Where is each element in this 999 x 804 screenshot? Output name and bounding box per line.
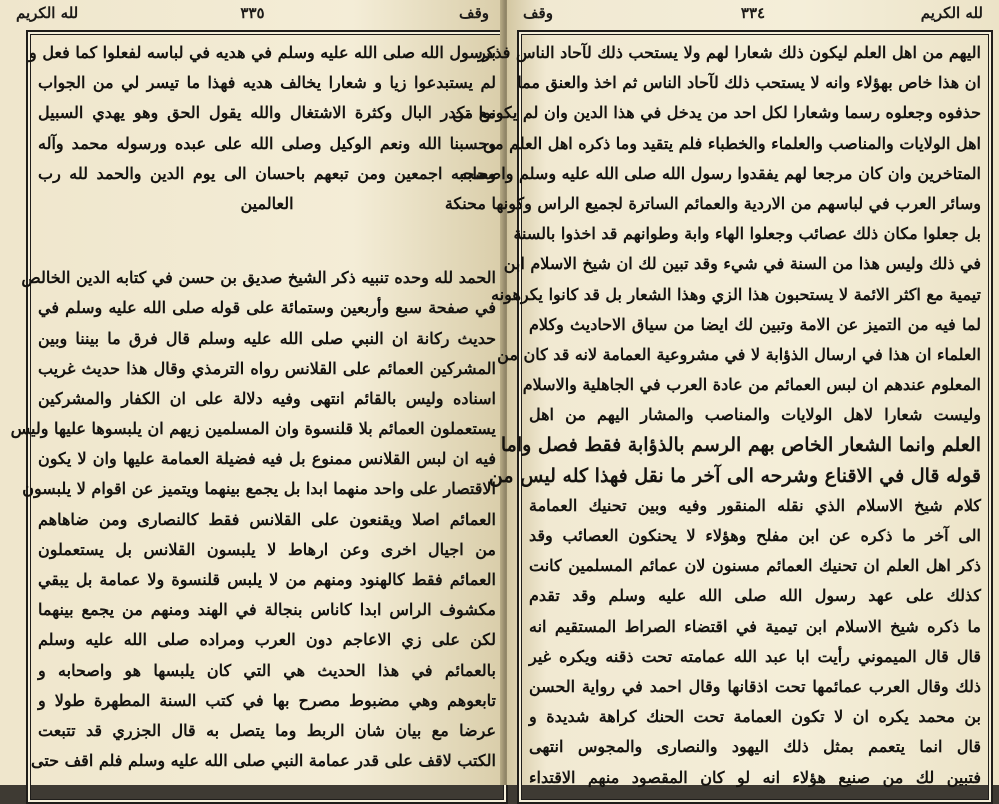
text-line: ذلك وقال العرب عمائمها تحت اذقانها وقال احمد في رواية الحسن (529, 676, 981, 696)
left-page-frame (10, 30, 508, 804)
text-line: وحسبنا الله ونعم الوكيل وصلى الله على عبده ورسوله محمد وآله (38, 133, 496, 153)
left-page (0, 0, 505, 785)
text-line: العلم وانما الشعار الخاص بهم الرسم بالذؤابة فقط فصل واما (500, 434, 981, 457)
text-line: قال انما يتعمم بمثل ذلك اليهود والنصارى والمجوس انتهى (529, 737, 981, 757)
text-line: وصحبه اجمعين ومن تبعهم باحسان الى يوم الدين والحمد لله رب (38, 163, 496, 183)
text-line: بن محمد يكره ان لا تكون العمامة تحت الحنك كراهة شديدة و (529, 707, 981, 727)
text-line: لم يستبدعوا زيا و شعارا يخالف هديه فهذا ما تيسر لي من الجواب (38, 73, 496, 93)
text-line: قوله قال في الاقناع وشرحه الى آخر ما نقل فهذا كله ليس من (488, 464, 981, 487)
right-page-header (521, 4, 985, 30)
text-line: كذلك على عهد رسول الله صلى الله عليه وسلم وقد تقدم (529, 586, 981, 606)
text-line: في ذلك وليس هذا من السنة في شيء وقد تبين لك ان شيخ الاسلام ابن (503, 254, 981, 274)
left-page-header (14, 4, 491, 30)
text-line: تيمية مع اكثر الائمة لا يستحبون هذا الزي وهذا الشعار بل قد كانوا يكرهونه (491, 284, 981, 304)
text-line: يستعملون العمائم بلا قلنسوة وان المسلمين زيهم ان يلبسوها عليها وليس (10, 419, 496, 439)
text-line: الاقتصار على واحد منهما ابدا بل يجمع بينهما ويتميز عن اقوام لا يلبسون (22, 479, 496, 499)
text-line: ذكر اهل العلم ان تحنيك العمائم مسنون لان عمائم المسلمين كانت (529, 556, 982, 576)
text-line: لكن على زي الاعاجم دون العرب ومراده صلى الله عليه وسلم (38, 630, 496, 650)
text-line: قال قال الميموني رأيت ابا عبد الله عمامته تحت ذقنه ويكره غير (529, 646, 981, 666)
text-line: كلام شيخ الاسلام الذي نقله المنقور وفيه وبين تحنيك العمامة (529, 495, 981, 515)
text-line: الحمد لله وحده تنبيه ذكر الشيخ صديق بن حسن في كتابه الدين الخالص (21, 268, 496, 288)
text-line: العلماء ان هذا في ارسال الذؤابة لا في مشروعية العمامة لانه قد كان من (497, 344, 981, 364)
right-page-number: ٣٣٤ (740, 4, 766, 22)
text-line: عرضا مع بيان شان الربط وما يتصل به قال الجزري قد تتبعت (38, 720, 496, 740)
right-page (444, 0, 999, 787)
text-line: العالمين (240, 193, 294, 213)
text-line: حديث ركانة ان النبي صلى الله عليه وسلم قال فرق ما بيننا وبين (38, 328, 496, 348)
text-line: حذفوه وجعلوه رسما وشعارا لكل احد من يدخل في هذا الدين وان لم يكونوا من (452, 103, 981, 123)
text-line: اسناده وليس بالقائم انتهى وفيه دلالة على ان الكفار والمشركين (38, 388, 496, 408)
text-line: الكتب لاقف على قدر عمامة النبي صلى الله عليه وسلم فلم اقف حتى (30, 751, 496, 771)
left-header-lillah: لله الكريم (16, 4, 79, 22)
text-line: وسائر العرب في لباسهم من الاردية والعمائم الساترة لجميع الراس وكونها محنكة (444, 193, 981, 213)
left-page-number: ٣٣٥ (240, 4, 265, 22)
text-line: اهل الولايات والمناصب والعلماء والخطباء فلم يتقيد وما ذكره اهل العلم من (482, 133, 981, 153)
text-line: الى آخر ما ذكره عن ابن مفلح وهؤلاء لا يحنكون العصائب وقد (529, 526, 981, 545)
right-text-column (444, 38, 982, 802)
text-line: العمائم فقط كالهنود ومنهم من لا يلبس قلنسوة ولا عمامة بل يبقي (38, 570, 496, 589)
text-line: فيه ان لبس القلانس ممنوع بل فيه فضيلة العمامة عليها وان لا يكون (38, 449, 496, 469)
text-line (38, 219, 496, 263)
right-page-frame (444, 30, 993, 804)
text-line: برسول الله صلى الله عليه وسلم في هديه في لباسه لفعلوا كما فعل و (29, 43, 496, 62)
right-header-waqf: وقف (523, 4, 553, 22)
left-header-waqf: وقف (459, 4, 489, 22)
text-line: تابعوهم وهي مضبوط مصرح بها في كتب السنة المطهرة طولا و (38, 690, 496, 710)
text-line: مكشوف الراس ابدا كاناس بنجالة في الهند ومنهم من يجمع بينهما (38, 600, 496, 620)
text-line: لما فيه من التميز عن الامة وتبين لك ايضا من سياق الاحاديث وكلام (529, 314, 981, 334)
text-line: وليست شعارا لاهل الولايات والمناصب والمشار اليهم من اهل (529, 405, 981, 425)
left-text-column (10, 38, 496, 802)
text-line: ان هذا خاص بهؤلاء وانه لا يستحب ذلك لآحاد الناس ثم اخذ والعنق مما (517, 73, 981, 93)
text-line: ما ذكره شيخ الاسلام ابن تيمية في اقتضاء الصراط المستقيم انه (529, 616, 981, 636)
text-line: في صفحة سبع وأربعين وستمائة على قوله صلى الله عليه وسلم في (38, 298, 496, 318)
text-line: المتاخرين وان كان مرجعا لهم يفقدوا رسول الله صلى الله عليه وسلم واصحابه (459, 163, 981, 183)
right-header-lillah: لله الكريم (920, 4, 983, 22)
text-line: بل جعلوا مكان ذلك عصائب وجعلوا الهاء وابة وطوانهم قد اخذوا بالسنة (513, 224, 981, 244)
text-line: اليهم من اهل العلم ليكون ذلك شعارا لهم ولا يستحب ذلك لآحاد الناس فذكر (477, 43, 981, 62)
text-line: بالعمائم في هذا الحديث هي التي كان يلبسها هو واصحابه و (38, 660, 496, 680)
text-line: مع تكدر البال وكثرة الاشتغال والله يقول الحق وهو يهدي السبيل (38, 103, 496, 123)
text-line: من اجيال اخرى وعن ارهاط لا يلبسون القلانس بل يستعملون (38, 539, 496, 559)
text-line: فتبين لك من صنيع هؤلاء انه لو كان المقصود منهم الاقتداء (529, 767, 981, 787)
text-line: المشركين العمائم على القلانس رواه الترمذي وقال هذا حديث غريب (38, 358, 496, 378)
text-line: العمائم اصلا ويقنعون على القلانس فقط كالنصارى ومن ضاهاهم (38, 509, 496, 529)
text-line: المعلوم عندهم ان لبس العمائم من عادة العرب في الجاهلية والاسلام (522, 375, 981, 395)
